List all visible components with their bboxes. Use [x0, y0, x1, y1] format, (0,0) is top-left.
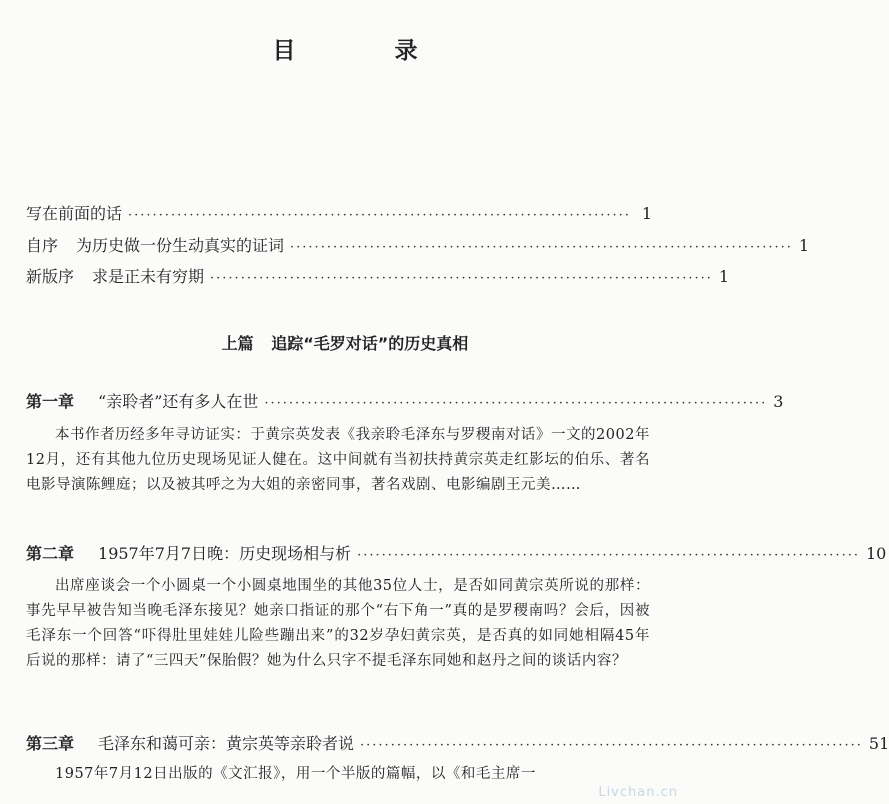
leader-dots: ··················································································: [264, 396, 768, 411]
chapter-label: 第一章: [26, 392, 75, 411]
entry-title: 求是正未有穷期: [92, 267, 205, 286]
toc-entry-new-preface[interactable]: [26, 267, 730, 289]
chapter-1-summary: 本书作者历经多年寻访证实：于黄宗英发表《我亲聆毛泽东与罗稷南对话》一文的2002年12月，还有其他九位历史现场见证人健在。这中间就有当初扶持黄宗英走红影坛的伯乐、著名电影导演陈鲤庭；以及被其呼之为大姐的亲密同事，著名戏剧、电影编剧王元美……: [26, 427, 650, 493]
page-number: 51: [868, 734, 889, 753]
entry-title: 为历史做一份生动真实的证词: [76, 236, 285, 255]
toc-entry-chapter-3[interactable]: [26, 734, 889, 756]
chapter-2-summary: 出席座谈会一个小圆桌一个小圆桌地围坐的其他35位人士，是否如同黄宗英所说的那样：事先早早被告知当晚毛泽东接见？她亲口指证的那个“右下角一”真的是罗稷南吗？会后，因被毛泽东一个回答“吓得肚里娃娃儿险些蹦出来”的32岁孕妇黄宗英，是否真的如同她相隔45年后说的那样：请了“三四天”保胎假？她为什么只字不提毛泽东同她和赵丹之间的谈话内容？: [26, 578, 650, 669]
toc-entry-preface-words[interactable]: [26, 204, 652, 226]
section-title: 追踪“毛罗对话”的历史真相: [271, 334, 469, 353]
page-title: 目 录: [272, 38, 456, 64]
chapter-label: 第三章: [26, 734, 75, 753]
section-heading: [0, 331, 690, 354]
leader-dots: ··················································································: [128, 208, 631, 223]
toc-entry-chapter-1[interactable]: [26, 392, 784, 414]
leader-dots: ··················································································: [357, 548, 860, 563]
chapter-label: 第二章: [26, 544, 75, 563]
page-number: 3: [773, 392, 784, 411]
toc-entry-author-preface[interactable]: [26, 236, 810, 258]
leader-dots: ··················································································: [360, 738, 863, 753]
section-label: 上篇: [221, 334, 254, 353]
chapter-title: 毛泽东和蔼可亲：黄宗英等亲聆者说: [98, 734, 355, 753]
toc-entry-chapter-2[interactable]: [26, 544, 887, 566]
chapter-3-summary: 1957年7月12日出版的《文汇报》，用一个半版的篇幅，以《和毛主席一: [55, 766, 536, 782]
leader-dots: ··················································································: [210, 271, 713, 286]
chapter-title: “亲聆者”还有多人在世: [98, 392, 259, 411]
page-number: 1: [641, 204, 652, 223]
page-number: 1: [718, 267, 730, 286]
entry-label: 新版序: [26, 267, 75, 286]
leader-dots: ··················································································: [290, 240, 793, 255]
chapter-title: 1957年7月7日晚：历史现场相与析: [98, 544, 352, 563]
watermark: Livchan.cn: [598, 785, 678, 800]
entry-label: 自序: [26, 236, 59, 255]
entry-label: 写在前面的话: [26, 204, 123, 223]
page-number: 1: [798, 236, 810, 255]
page-number: 10: [865, 544, 887, 563]
